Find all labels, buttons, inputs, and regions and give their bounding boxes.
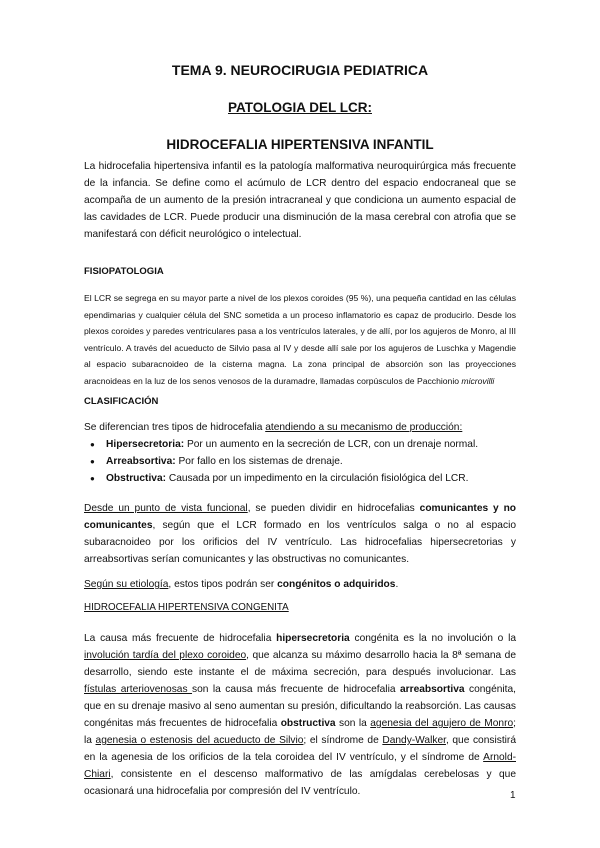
etiologia-paragraph: Según su etiología, estos tipos podrán ser congénitos o adquiridos. (84, 579, 399, 590)
section-title: HIDROCEFALIA HIPERTENSIVA INFANTIL (166, 137, 434, 152)
congenita-paragraph: La causa más frecuente de hidrocefalia hipersecretoria congénita es la no involución o la involución tardía del plexo coroideo, que alcanza su máximo desarrollo hacia la 8ª semana de desarrollo, siendo este instante el de máxima secreción, para después involucionar. Las fístulas arteriovenosas son la causa más frecuente de hidrocefalia arreabsortiva congénita, que en su drenaje masivo al seno aumentan su presión, dificultando la reabsorción. Las causas congénitas más frecuentes de hidrocefalia obstructiva son la agenesia del agujero de Monro; la agenesia o estenosis del acueducto de Silvio; el síndrome de Dandy-Walker, que consistirá en la agenesia de los orificios de la tela coroidea del IV ventrículo, y el síndrome de Arnold-Chiari, consistente en el descenso malformativo de las amígdalas cerebelosas y que ocasionará una hidrocefalia por compresión del IV ventrículo. (84, 633, 517, 797)
heading-congenita: HIDROCEFALIA HIPERTENSIVA CONGENITA (84, 602, 289, 613)
heading-clasificacion: CLASIFICACIÓN (84, 396, 159, 407)
subtitle: PATOLOGIA DEL LCR: (228, 100, 372, 115)
page-title: TEMA 9. NEUROCIRUGIA PEDIATRICA (171, 62, 429, 78)
funcional-paragraph: Desde un punto de vista funcional, se pueden dividir en hidrocefalias comunicantes y no comunicantes, según que el LCR formado en los ventrículos salga o no al espacio subaracnoideo por los orificios del IV ventrículo. Las hidrocefalias hipersecretorias y arreabsortivas serían comunicantes y las obstructivas no comunicantes. (84, 503, 517, 565)
list-item: ● Arreabsortiva: Por fallo en los sistemas de drenaje. (84, 453, 524, 470)
clasificacion-lead: Se diferencian tres tipos de hidrocefalia atendiendo a su mecanismo de producción: (84, 422, 463, 433)
tipos-list (84, 436, 524, 487)
fisiopatologia-paragraph: El LCR se segrega en su mayor parte a nivel de los plexos coroides (95 %), una pequeña cantidad en las células ependimarias y cualquier célula del SNC sometida a un proceso inflamatorio es capaz de producirlo. Desde los plexos coroides y paredes ventriculares pasa a los ventrículos laterales, y de allí, por los agujeros de Monro, al III ventrículo. A través del acueducto de Silvio pasa al IV y desde allí sale por los agujeros de Luschka y Magendie al espacio subaracnoideo de la cisterna magna. La zona principal de absorción son las proyecciones aracnoideas en la luz de los senos venosos de la duramadre, llamadas corpúsculos de Pacchionio microvilli (84, 293, 516, 386)
list-item: ● Obstructiva: Causada por un impedimento en la circulación fisiológica del LCR. (84, 470, 524, 487)
intro-paragraph: La hidrocefalia hipertensiva infantil es la patología malformativa neuroquirúrgica más frecuente de la infancia. Se define como el acúmulo de LCR dentro del espacio endocraneal que se acompaña de un aumento de la presión intracraneal y que condiciona un aumento espacial de las cavidades de LCR. Puede producir una disminución de la masa cerebral con atrofia que se manifestará con déficit neurológico o intelectual. (84, 161, 516, 240)
heading-fisiopatologia: FISIOPATOLOGIA (84, 266, 164, 277)
page-number: 1 (510, 790, 516, 801)
list-item: ● Hipersecretoria: Por un aumento en la secreción de LCR, con un drenaje normal. (84, 436, 524, 453)
